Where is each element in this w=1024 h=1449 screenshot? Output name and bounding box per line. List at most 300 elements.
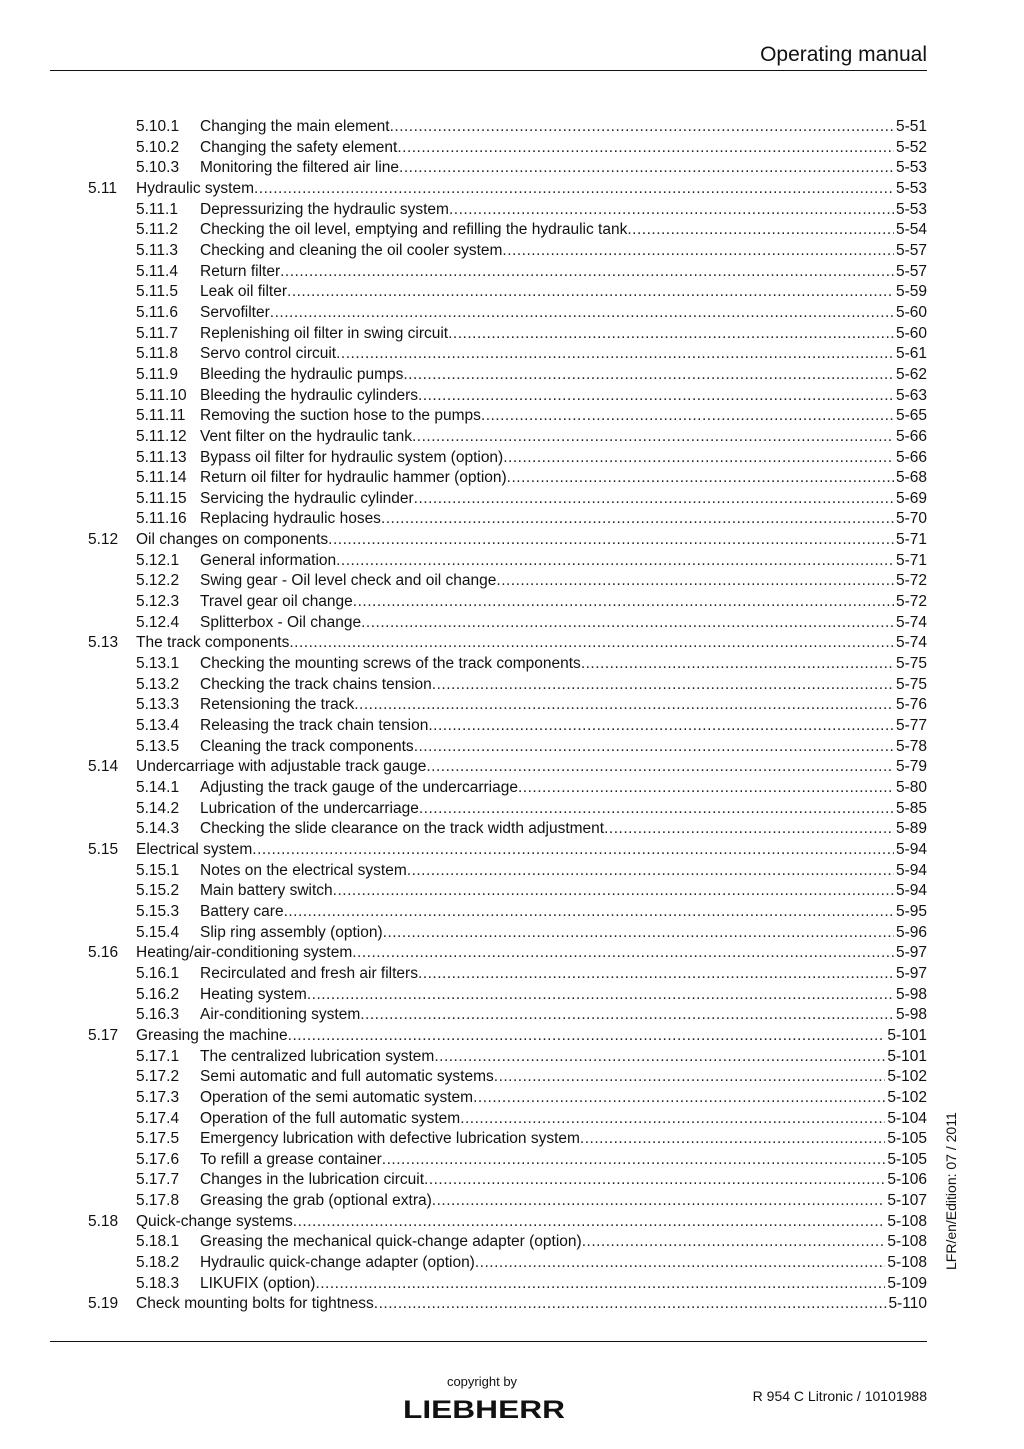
toc-section-number: 5.17.8: [136, 1192, 180, 1210]
toc-entry-body: [200, 489, 927, 510]
toc-section-number: 5.10.3: [136, 159, 180, 177]
toc-entry-body: [200, 964, 927, 985]
toc-dot-leader: [473, 1088, 885, 1109]
toc-entry-body: [200, 200, 927, 221]
toc-section-number: 5.11.13: [136, 448, 187, 466]
toc-dot-leader: [287, 282, 894, 303]
toc-subsection-row: [88, 654, 927, 675]
toc-entry-title: Bleeding the hydraulic cylinders: [200, 386, 418, 407]
toc-subsection-row: [88, 571, 927, 592]
toc-dot-leader: [280, 262, 894, 283]
toc-page-number: 5-78: [894, 737, 927, 758]
toc-dot-leader: [518, 778, 894, 799]
toc-entry-body: [200, 1088, 927, 1109]
toc-entry-body: [200, 241, 927, 262]
toc-dot-leader: [293, 1212, 886, 1233]
toc-subsection-row: [88, 819, 927, 840]
toc-dot-leader: [581, 654, 894, 675]
toc-section-number: 5.11.6: [136, 303, 178, 321]
toc-dot-leader: [407, 861, 894, 882]
toc-subsection-row: [88, 138, 927, 159]
toc-entry-body: [200, 1129, 927, 1150]
toc-entry-title: Splitterbox - Oil change: [200, 613, 361, 634]
toc-subsection-row: [88, 117, 927, 138]
toc-dot-leader: [426, 757, 894, 778]
toc-subsection-row: [88, 592, 927, 613]
toc-entry-title: Bypass oil filter for hydraulic system (option): [200, 448, 503, 469]
toc-subsection-row: [88, 324, 927, 345]
toc-entry-title: Servo control circuit: [200, 344, 336, 365]
toc-page-number: 5-53: [894, 179, 927, 200]
toc-dot-leader: [315, 1274, 885, 1295]
toc-dot-leader: [414, 737, 894, 758]
edition-label: LFR/en/Edition: 07 / 2011: [943, 1112, 959, 1270]
toc-subsection-row: [88, 386, 927, 407]
toc-dot-leader: [502, 241, 894, 262]
toc-entry-body: [136, 179, 927, 200]
toc-section-number: 5.15.3: [136, 902, 180, 920]
toc-entry-title: Greasing the mechanical quick-change adapter (option): [200, 1232, 582, 1253]
toc-page-number: 5-94: [894, 861, 927, 882]
toc-dot-leader: [475, 1253, 885, 1274]
toc-section-number: 5.18.1: [136, 1233, 180, 1251]
toc-subsection-row: [88, 881, 927, 902]
footer-divider: [50, 1341, 927, 1342]
header-divider: [50, 70, 927, 71]
toc-section-number: 5.11.5: [136, 283, 178, 301]
toc-entry-body: [200, 262, 927, 283]
toc-section-row: [88, 179, 927, 200]
toc-entry-body: [200, 282, 927, 303]
toc-section-number: 5.17.2: [136, 1068, 180, 1086]
toc-entry-title: Retensioning the track: [200, 695, 354, 716]
toc-entry-body: [200, 675, 927, 696]
toc-entry-title: Removing the suction hose to the pumps: [200, 406, 481, 427]
toc-entry-title: Heating system: [200, 985, 307, 1006]
toc-entry-title: Slip ring assembly (option): [200, 923, 383, 944]
toc-page-number: 5-108: [885, 1232, 927, 1253]
toc-entry-body: [200, 778, 927, 799]
toc-entry-body: [200, 985, 927, 1006]
toc-page-number: 5-75: [894, 654, 927, 675]
toc-subsection-row: [88, 406, 927, 427]
toc-page-number: 5-85: [894, 799, 927, 820]
toc-entry-body: [200, 737, 927, 758]
toc-dot-leader: [434, 1047, 885, 1068]
toc-page-number: 5-98: [894, 985, 927, 1006]
toc-entry-body: [200, 613, 927, 634]
toc-section-number: 5.18.3: [136, 1274, 180, 1292]
toc-dot-leader: [307, 985, 894, 1006]
toc-entry-body: [200, 1232, 927, 1253]
toc-subsection-row: [88, 1067, 927, 1088]
toc-subsection-row: [88, 985, 927, 1006]
toc-section-number: 5.11.2: [136, 221, 178, 239]
toc-entry-body: [136, 757, 927, 778]
toc-subsection-row: [88, 1047, 927, 1068]
toc-entry-body: [200, 695, 927, 716]
toc-entry-body: [200, 220, 927, 241]
toc-section-number: 5.12.3: [136, 593, 180, 611]
toc-section-number: 5.17.4: [136, 1109, 180, 1127]
toc-entry-title: Vent filter on the hydraulic tank: [200, 427, 412, 448]
toc-section-number: 5.11.1: [136, 200, 178, 218]
toc-dot-leader: [399, 158, 894, 179]
toc-entry-title: Servofilter: [200, 303, 270, 324]
toc-entry-title: Replenishing oil filter in swing circuit: [200, 324, 448, 345]
toc-section-number: 5.15.1: [136, 861, 180, 879]
toc-section-row: [88, 530, 927, 551]
toc-entry-title: Checking the slide clearance on the track width adjustment: [200, 819, 604, 840]
toc-section-row: [88, 1212, 927, 1233]
toc-page-number: 5-76: [894, 695, 927, 716]
toc-page-number: 5-60: [894, 324, 927, 345]
toc-entry-title: Emergency lubrication with defective lubrication system: [200, 1129, 580, 1150]
toc-dot-leader: [496, 571, 894, 592]
toc-section-number: 5.11.3: [136, 241, 178, 259]
toc-page-number: 5-94: [894, 881, 927, 902]
toc-section-number: 5.15.2: [136, 882, 180, 900]
toc-section-number: 5.11.14: [136, 469, 187, 487]
toc-subsection-row: [88, 1274, 927, 1295]
toc-dot-leader: [390, 117, 894, 138]
toc-dot-leader: [288, 1026, 886, 1047]
toc-page-number: 5-71: [894, 551, 927, 572]
toc-page-number: 5-66: [894, 448, 927, 469]
toc-entry-title: Return oil filter for hydraulic hammer (option): [200, 468, 507, 489]
toc-dot-leader: [403, 365, 894, 386]
toc-section-number: 5.19: [88, 1295, 119, 1313]
toc-entry-title: Heating/air-conditioning system: [136, 943, 352, 964]
toc-subsection-row: [88, 468, 927, 489]
toc-entry-title: Main battery switch: [200, 881, 333, 902]
toc-dot-leader: [270, 303, 894, 324]
toc-entry-body: [200, 819, 927, 840]
toc-page-number: 5-105: [885, 1150, 927, 1171]
toc-page-number: 5-110: [887, 1294, 928, 1315]
toc-page-number: 5-109: [885, 1274, 927, 1295]
toc-section-number: 5.17.7: [136, 1171, 180, 1189]
toc-dot-leader: [374, 1294, 887, 1315]
toc-entry-title: Undercarriage with adjustable track gauge: [136, 757, 426, 778]
toc-section-number: 5.17.6: [136, 1150, 180, 1168]
toc-page-number: 5-74: [894, 633, 927, 654]
toc-dot-leader: [507, 468, 894, 489]
toc-dot-leader: [381, 509, 894, 530]
toc-entry-title: LIKUFIX (option): [200, 1274, 315, 1295]
toc-entry-title: Adjusting the track gauge of the undercarriage: [200, 778, 518, 799]
toc-page-number: 5-63: [894, 386, 927, 407]
toc-subsection-row: [88, 551, 927, 572]
toc-section-number: 5.11.7: [136, 324, 178, 342]
toc-dot-leader: [252, 840, 894, 861]
toc-section-number: 5.10.2: [136, 138, 180, 156]
toc-page-number: 5-105: [885, 1129, 927, 1150]
toc-subsection-row: [88, 158, 927, 179]
toc-entry-body: [200, 468, 927, 489]
toc-page-number: 5-62: [894, 365, 927, 386]
toc-entry-body: [200, 716, 927, 737]
toc-section-number: 5.10.1: [136, 118, 180, 135]
toc-subsection-row: [88, 799, 927, 820]
toc-entry-title: The track components: [136, 633, 289, 654]
toc-entry-title: Swing gear - Oil level check and oil change: [200, 571, 496, 592]
toc-entry-title: Checking the track chains tension: [200, 675, 432, 696]
toc-section-number: 5.12.1: [136, 551, 180, 569]
toc-entry-title: Hydraulic quick-change adapter (option): [200, 1253, 475, 1274]
toc-dot-leader: [333, 881, 894, 902]
toc-page-number: 5-89: [894, 819, 927, 840]
toc-page-number: 5-68: [894, 468, 927, 489]
toc-page-number: 5-98: [894, 1005, 927, 1026]
toc-entry-body: [200, 1170, 927, 1191]
toc-section-number: 5.16: [88, 944, 119, 962]
toc-page-number: 5-79: [894, 757, 927, 778]
toc-page-number: 5-72: [894, 592, 927, 613]
toc-entry-body: [200, 1067, 927, 1088]
toc-entry-body: [200, 324, 927, 345]
toc-section-number: 5.13: [88, 634, 119, 652]
toc-page-number: 5-101: [885, 1047, 927, 1068]
toc-section-row: [88, 633, 927, 654]
toc-page-number: 5-95: [894, 902, 927, 923]
toc-dot-leader: [419, 799, 894, 820]
toc-section-row: [88, 757, 927, 778]
toc-subsection-row: [88, 448, 927, 469]
toc-dot-leader: [354, 695, 894, 716]
toc-section-row: [88, 943, 927, 964]
toc-entry-title: Cleaning the track components: [200, 737, 414, 758]
toc-subsection-row: [88, 1253, 927, 1274]
toc-entry-title: Changing the main element: [200, 117, 390, 138]
toc-dot-leader: [604, 819, 894, 840]
toc-dot-leader: [336, 344, 894, 365]
toc-dot-leader: [449, 200, 894, 221]
toc-section-number: 5.11.12: [136, 427, 187, 445]
toc-section-number: 5.14.3: [136, 820, 180, 838]
toc-dot-leader: [432, 1191, 886, 1212]
toc-subsection-row: [88, 1088, 927, 1109]
toc-entry-body: [200, 1047, 927, 1068]
toc-entry-body: [200, 551, 927, 572]
toc-dot-leader: [418, 386, 894, 407]
toc-section-number: 5.13.5: [136, 737, 180, 755]
toc-entry-title: Checking the mounting screws of the track components: [200, 654, 581, 675]
toc-page-number: 5-71: [894, 530, 927, 551]
toc-dot-leader: [412, 427, 894, 448]
toc-entry-title: Oil changes on components: [136, 530, 328, 551]
toc-entry-body: [200, 303, 927, 324]
toc-page-number: 5-65: [894, 406, 927, 427]
toc-entry-body: [200, 427, 927, 448]
toc-section-number: 5.11.4: [136, 262, 178, 280]
toc-page-number: 5-75: [894, 675, 927, 696]
toc-subsection-row: [88, 737, 927, 758]
table-of-contents: [88, 117, 927, 1315]
toc-subsection-row: [88, 1170, 927, 1191]
copyright-label: copyright by: [446, 1374, 518, 1389]
toc-entry-body: [200, 861, 927, 882]
toc-section-number: 5.14.2: [136, 799, 180, 817]
toc-page-number: 5-108: [885, 1212, 927, 1233]
toc-section-number: 5.11.11: [136, 407, 186, 425]
toc-section-number: 5.11.16: [136, 510, 187, 528]
toc-subsection-row: [88, 964, 927, 985]
toc-section-number: 5.15.4: [136, 923, 180, 941]
toc-section-number: 5.17.3: [136, 1088, 180, 1106]
toc-section-number: 5.17.5: [136, 1130, 180, 1148]
toc-subsection-row: [88, 716, 927, 737]
toc-page-number: 5-53: [894, 158, 927, 179]
toc-dot-leader: [353, 592, 894, 613]
toc-entry-body: [136, 633, 927, 654]
toc-section-row: [88, 1026, 927, 1047]
toc-subsection-row: [88, 303, 927, 324]
toc-page-number: 5-106: [885, 1170, 927, 1191]
toc-entry-title: To refill a grease container: [200, 1150, 382, 1171]
toc-dot-leader: [432, 675, 894, 696]
toc-subsection-row: [88, 282, 927, 303]
toc-page-number: 5-97: [894, 964, 927, 985]
toc-dot-leader: [360, 1005, 894, 1026]
toc-entry-title: Changes in the lubrication circuit: [200, 1170, 424, 1191]
toc-entry-title: Replacing hydraulic hoses: [200, 509, 381, 530]
toc-section-number: 5.12: [88, 531, 119, 549]
toc-dot-leader: [383, 923, 894, 944]
toc-dot-leader: [382, 1150, 886, 1171]
toc-section-number: 5.11.15: [136, 489, 187, 507]
toc-entry-body: [136, 1212, 927, 1233]
toc-entry-title: Notes on the electrical system: [200, 861, 407, 882]
toc-entry-body: [200, 902, 927, 923]
toc-section-number: 5.17.1: [136, 1047, 180, 1065]
toc-subsection-row: [88, 220, 927, 241]
toc-subsection-row: [88, 695, 927, 716]
toc-section-number: 5.13.1: [136, 655, 180, 673]
toc-page-number: 5-57: [894, 241, 927, 262]
toc-entry-title: Checking and cleaning the oil cooler system: [200, 241, 502, 262]
toc-entry-title: Checking the oil level, emptying and refilling the hydraulic tank: [200, 220, 627, 241]
toc-entry-body: [200, 571, 927, 592]
toc-entry-title: Quick-change systems: [136, 1212, 293, 1233]
toc-dot-leader: [289, 633, 894, 654]
toc-entry-body: [136, 943, 927, 964]
toc-entry-body: [136, 530, 927, 551]
toc-entry-body: [136, 840, 927, 861]
toc-entry-title: Servicing the hydraulic cylinder: [200, 489, 414, 510]
toc-entry-title: Bleeding the hydraulic pumps: [200, 365, 403, 386]
toc-section-number: 5.14.1: [136, 779, 180, 796]
toc-section-number: 5.16.2: [136, 985, 180, 1003]
toc-dot-leader: [397, 138, 894, 159]
toc-subsection-row: [88, 241, 927, 262]
toc-entry-title: Battery care: [200, 902, 284, 923]
toc-subsection-row: [88, 861, 927, 882]
toc-subsection-row: [88, 1129, 927, 1150]
toc-page-number: 5-77: [894, 716, 927, 737]
toc-section-number: 5.11.9: [136, 365, 178, 383]
toc-subsection-row: [88, 489, 927, 510]
toc-entry-body: [200, 654, 927, 675]
toc-page-number: 5-59: [894, 282, 927, 303]
toc-dot-leader: [284, 902, 894, 923]
toc-entry-body: [200, 1005, 927, 1026]
toc-dot-leader: [328, 530, 894, 551]
toc-page-number: 5-51: [894, 117, 927, 138]
toc-page-number: 5-80: [894, 778, 927, 799]
toc-entry-title: Greasing the machine: [136, 1026, 288, 1047]
toc-section-number: 5.13.2: [136, 675, 180, 693]
toc-page-number: 5-70: [894, 509, 927, 530]
toc-entry-title: Return filter: [200, 262, 280, 283]
toc-dot-leader: [503, 448, 894, 469]
toc-page-number: 5-74: [894, 613, 927, 634]
toc-entry-title: Recirculated and fresh air filters: [200, 964, 418, 985]
toc-entry-body: [200, 509, 927, 530]
toc-subsection-row: [88, 923, 927, 944]
toc-dot-leader: [627, 220, 894, 241]
page-header-title: Operating manual: [760, 43, 927, 66]
toc-page-number: 5-94: [894, 840, 927, 861]
toc-section-number: 5.14: [88, 758, 119, 776]
toc-entry-title: Electrical system: [136, 840, 252, 861]
toc-page-number: 5-96: [894, 923, 927, 944]
toc-entry-body: [200, 1253, 927, 1274]
toc-entry-body: [200, 344, 927, 365]
toc-page-number: 5-60: [894, 303, 927, 324]
toc-dot-leader: [460, 1109, 885, 1130]
toc-section-number: 5.13.4: [136, 717, 180, 735]
toc-page-number: 5-101: [885, 1026, 927, 1047]
toc-page-number: 5-102: [885, 1067, 927, 1088]
toc-page-number: 5-97: [894, 943, 927, 964]
toc-subsection-row: [88, 675, 927, 696]
toc-subsection-row: [88, 778, 927, 799]
toc-entry-title: Check mounting bolts for tightness: [136, 1294, 374, 1315]
toc-dot-leader: [494, 1067, 886, 1088]
toc-entry-title: Greasing the grab (optional extra): [200, 1191, 432, 1212]
toc-section-number: 5.17: [88, 1026, 119, 1044]
toc-dot-leader: [448, 324, 894, 345]
toc-section-number: 5.16.1: [136, 964, 180, 982]
toc-section-number: 5.12.2: [136, 572, 180, 590]
toc-entry-title: Operation of the full automatic system: [200, 1109, 460, 1130]
toc-entry-title: General information: [200, 551, 336, 572]
toc-entry-body: [200, 1274, 927, 1295]
toc-page-number: 5-102: [885, 1088, 927, 1109]
toc-dot-leader: [414, 489, 894, 510]
toc-entry-title: Lubrication of the undercarriage: [200, 799, 419, 820]
liebherr-logo-text: LIEBHERR: [403, 1396, 565, 1422]
toc-entry-title: Hydraulic system: [136, 179, 254, 200]
toc-entry-body: [200, 386, 927, 407]
toc-entry-body: [200, 1150, 927, 1171]
toc-entry-title: Releasing the track chain tension: [200, 716, 428, 737]
toc-entry-title: Monitoring the filtered air line: [200, 158, 399, 179]
toc-section-number: 5.15: [88, 840, 119, 858]
toc-section-number: 5.16.3: [136, 1006, 180, 1024]
toc-section-row: [88, 1294, 927, 1315]
liebherr-logo: [402, 1396, 566, 1422]
toc-page-number: 5-61: [894, 344, 927, 365]
toc-subsection-row: [88, 1109, 927, 1130]
toc-entry-body: [200, 158, 927, 179]
toc-subsection-row: [88, 1191, 927, 1212]
toc-section-number: 5.13.3: [136, 696, 180, 714]
toc-page-number: 5-52: [894, 138, 927, 159]
toc-page-number: 5-107: [885, 1191, 927, 1212]
toc-section-number: 5.18.2: [136, 1254, 180, 1272]
